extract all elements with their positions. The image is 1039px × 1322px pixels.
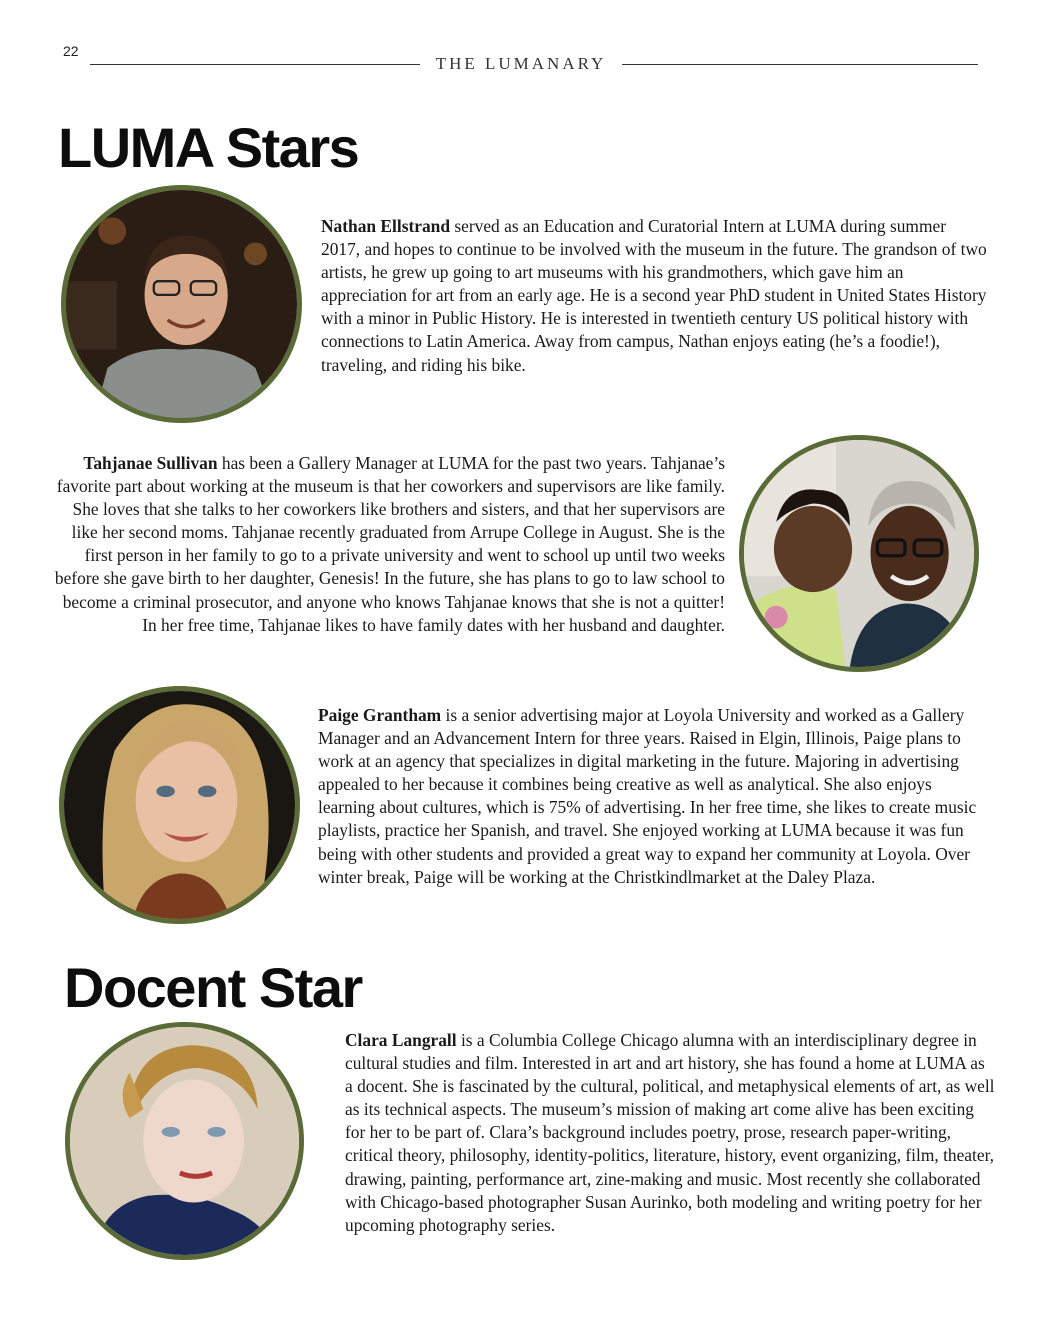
page-number: 22 bbox=[63, 43, 79, 59]
bio-name: Nathan Ellstrand bbox=[321, 216, 451, 236]
bio-name: Clara Langrall bbox=[345, 1030, 457, 1050]
bio-name: Tahjanae Sullivan bbox=[83, 453, 218, 473]
nathan-ellstrand-photo bbox=[61, 185, 302, 423]
bio-clara-langrall bbox=[345, 1029, 995, 1237]
bio-paige-grantham bbox=[318, 704, 986, 889]
bio-tahjanae-sullivan bbox=[52, 452, 725, 637]
bio-nathan-ellstrand bbox=[321, 215, 987, 377]
bio-name: Paige Grantham bbox=[318, 705, 442, 725]
masthead-rule-right bbox=[622, 64, 978, 65]
luma-stars-heading: LUMA Stars bbox=[58, 116, 359, 179]
masthead-title: THE LUMANARY bbox=[435, 54, 607, 73]
bio-text: is a Columbia College Chicago alumna with an interdisciplinary degree in cultural studies and film. Interested in art and art history, she has found a home at LUMA as a docent. She is fascinated by the cultural, political, and metaphysical elements of art, as well as its technical aspects. The museum’s mission of making art come alive has been exciting for her to be part of. Clara’s background includes poetry, prose, research paper-writing, critical theory, philosophy, identity-politics, literature, history, event organizing, film, theater, drawing, painting, performance art, zine-making and music. Most recently she collaborated with Chicago-based photographer Susan Aurinko, both modeling and writing poetry for her upcoming photography series. bbox=[345, 1030, 995, 1235]
paige-grantham-photo bbox=[59, 686, 300, 924]
tahjanae-sullivan-photo bbox=[739, 435, 979, 672]
bio-text: is a senior advertising major at Loyola University and worked as a Gallery Manager and an Advancement Intern for three years. Raised in Elgin, Illinois, Paige plans to work at an agency that specializes in digital marketing in the future. Majoring in advertising appealed to her because it combines being creative as well as analytical. She also enjoys learning about cultures, which is 75% of advertising. In her free time, she likes to create music playlists, practice her Spanish, and travel. She enjoyed working at LUMA because it was fun being with other students and provided a great way to expand her community at Loyola. Over winter break, Paige will be working at the Christkindlmarket at the Daley Plaza. bbox=[318, 705, 977, 887]
clara-langrall-photo bbox=[65, 1022, 304, 1260]
masthead-rule-left bbox=[90, 64, 420, 65]
docent-star-heading: Docent Star bbox=[64, 956, 362, 1019]
bio-text: has been a Gallery Manager at LUMA for the past two years. Tahjanae’s favorite part about working at the museum is that her coworkers and supervisors are like family. She loves that she talks to her coworkers like brothers and sisters, and that her supervisors are like her second moms. Tahjanae recently graduated from Arrupe College in August. She is the first person in her family to go to a private university and went to school up until two weeks before she gave birth to her daughter, Genesis! In the future, she has plans to go to law school to become a criminal prosecutor, and anyone who knows Tahjanae knows that she is not a quitter! In her free time, Tahjanae likes to have family dates with her husband and daughter. bbox=[54, 453, 725, 635]
bio-text: served as an Education and Curatorial Intern at LUMA during summer 2017, and hopes to continue to be involved with the museum in the future. The grandson of two artists, he grew up going to art museums with his grandmothers, which gave him an appreciation for art from an early age. He is a second year PhD student in United States History with a minor in Public History. He is interested in twentieth century US political history with connections to Latin America. Away from campus, Nathan enjoys eating (he’s a foodie!), traveling, and riding his bike. bbox=[321, 216, 987, 375]
masthead bbox=[90, 54, 978, 76]
